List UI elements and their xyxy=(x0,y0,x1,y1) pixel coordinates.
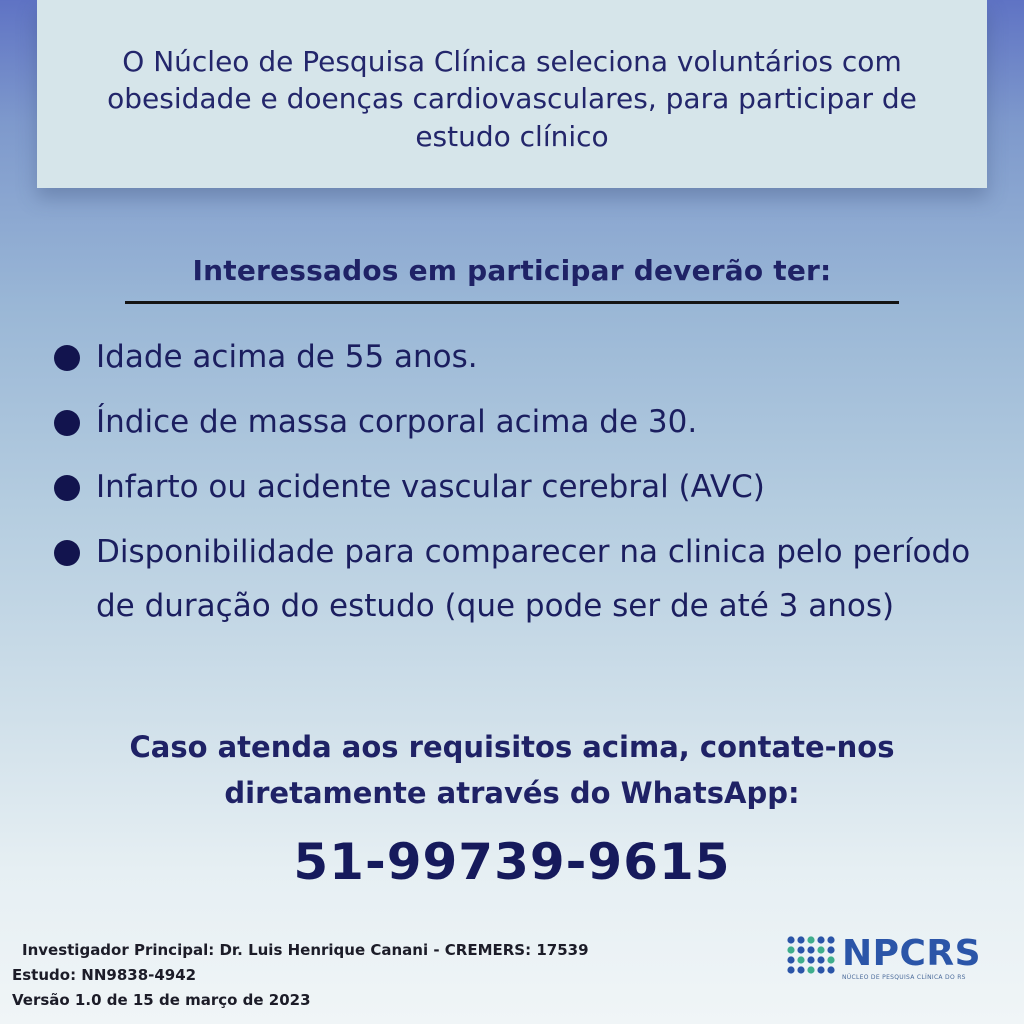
logo-name: NPCRS xyxy=(842,932,982,974)
header-box xyxy=(37,0,987,188)
contact-text: Caso atenda aos requisitos acima, contate-nos diretamente através do WhatsApp: xyxy=(129,730,895,810)
bullet-icon xyxy=(54,345,80,371)
version-text: Versão 1.0 de 15 de março de 2023 xyxy=(12,991,311,1009)
requirement-text: Disponibilidade para comparecer na clinica pelo período de duração do estudo (que pode ser de até 3 anos) xyxy=(96,534,971,624)
requirements-list xyxy=(54,330,974,644)
bullet-icon xyxy=(54,540,80,566)
requirement-text: Infarto ou acidente vascular cerebral (AVC) xyxy=(96,469,765,505)
list-item xyxy=(54,525,974,633)
dot-grid-icon xyxy=(786,935,836,981)
footer-info xyxy=(12,938,712,1013)
logo-text-group xyxy=(842,932,982,981)
list-item xyxy=(54,395,974,449)
list-item xyxy=(54,460,974,514)
investigator-text: Investigador Principal: Dr. Luis Henrique Canani - CREMERS: 17539 xyxy=(22,941,589,959)
list-item xyxy=(54,330,974,384)
npcrs-logo xyxy=(786,932,996,984)
phone-number[interactable]: 51-99739-9615 xyxy=(293,833,731,891)
study-text: Estudo: NN9838-4942 xyxy=(12,966,197,984)
requirements-title: Interessados em participar deverão ter: xyxy=(125,254,899,304)
requirement-text: Índice de massa corporal acima de 30. xyxy=(96,404,698,440)
bullet-icon xyxy=(54,410,80,436)
logo-subtitle: NÚCLEO DE PESQUISA CLÍNICA DO RS xyxy=(842,973,966,981)
bullet-icon xyxy=(54,475,80,501)
header-text: O Núcleo de Pesquisa Clínica seleciona voluntários com obesidade e doenças cardiovasculares, para participar de estudo clínico xyxy=(107,45,917,153)
requirement-text: Idade acima de 55 anos. xyxy=(96,339,478,375)
